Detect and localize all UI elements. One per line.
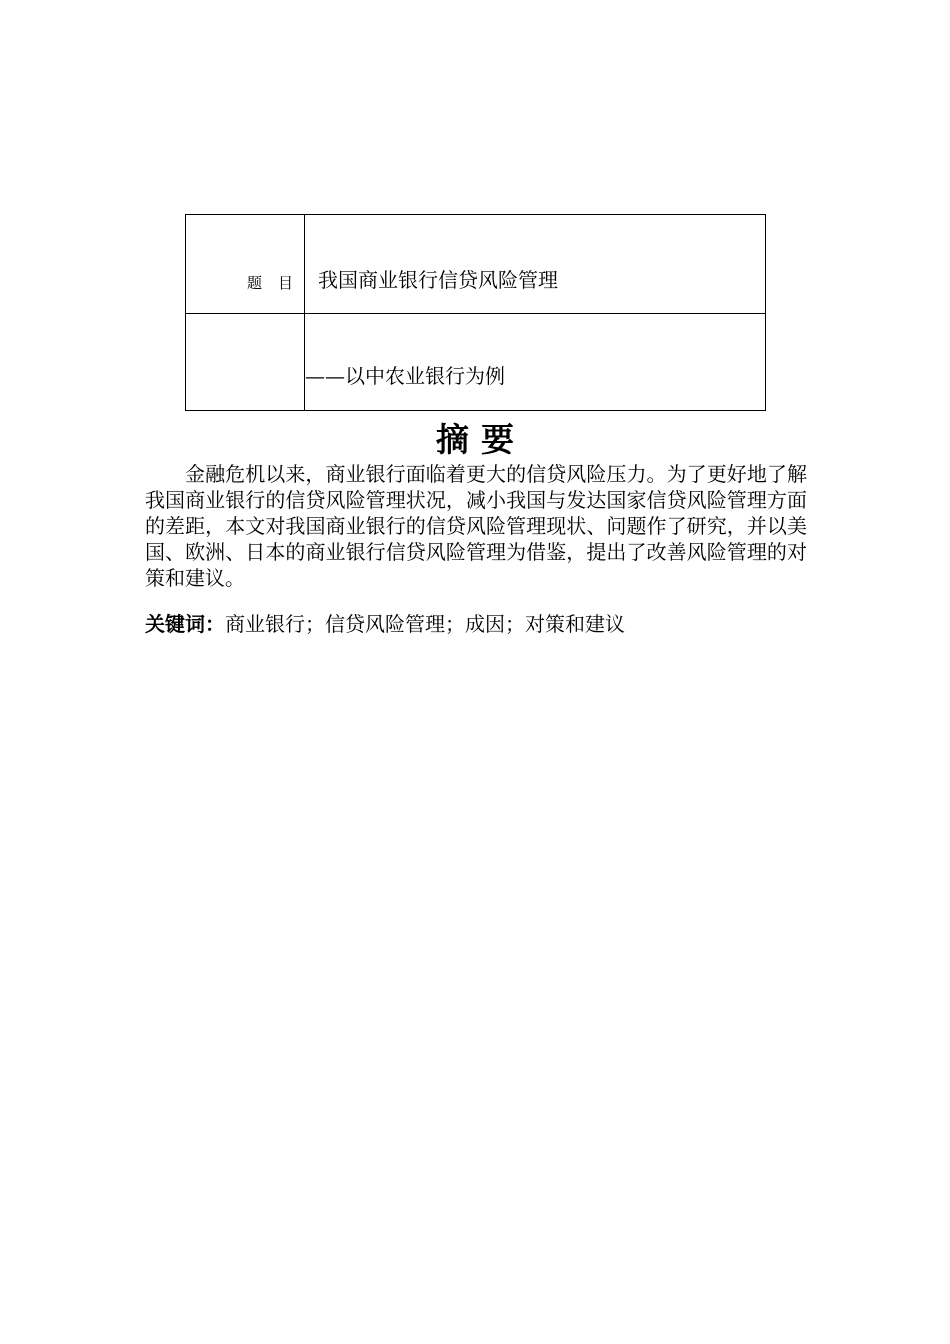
subtitle-row xyxy=(186,314,766,411)
cover-title-table xyxy=(185,214,766,411)
abstract-body: 金融危机以来，商业银行面临着更大的信贷风险压力。为了更好地了解我国商业银行的信贷风险管理状况，减小我国与发达国家信贷风险管理方面的差距，本文对我国商业银行的信贷风险管理现状、问题作了研究，并以美国、欧洲、日本的商业银行信贷风险管理为借鉴，提出了改善风险管理的对策和建议。 xyxy=(145,462,807,590)
title-label-cell xyxy=(186,215,309,314)
title-row xyxy=(186,215,766,314)
keywords-label: 关键词： xyxy=(145,612,225,636)
keywords-value: 商业银行；信贷风险管理；成因；对策和建议 xyxy=(225,612,625,636)
title-label: 题目 xyxy=(246,274,309,292)
thesis-subtitle: ——以中农业银行为例 xyxy=(305,364,505,388)
keywords-line xyxy=(145,608,625,637)
thesis-title: 我国商业银行信贷风险管理 xyxy=(318,268,558,292)
subtitle-value-cell xyxy=(305,314,766,411)
subtitle-label-cell xyxy=(186,314,305,411)
title-value-cell xyxy=(305,215,766,314)
abstract-heading: 摘要 xyxy=(436,420,526,459)
